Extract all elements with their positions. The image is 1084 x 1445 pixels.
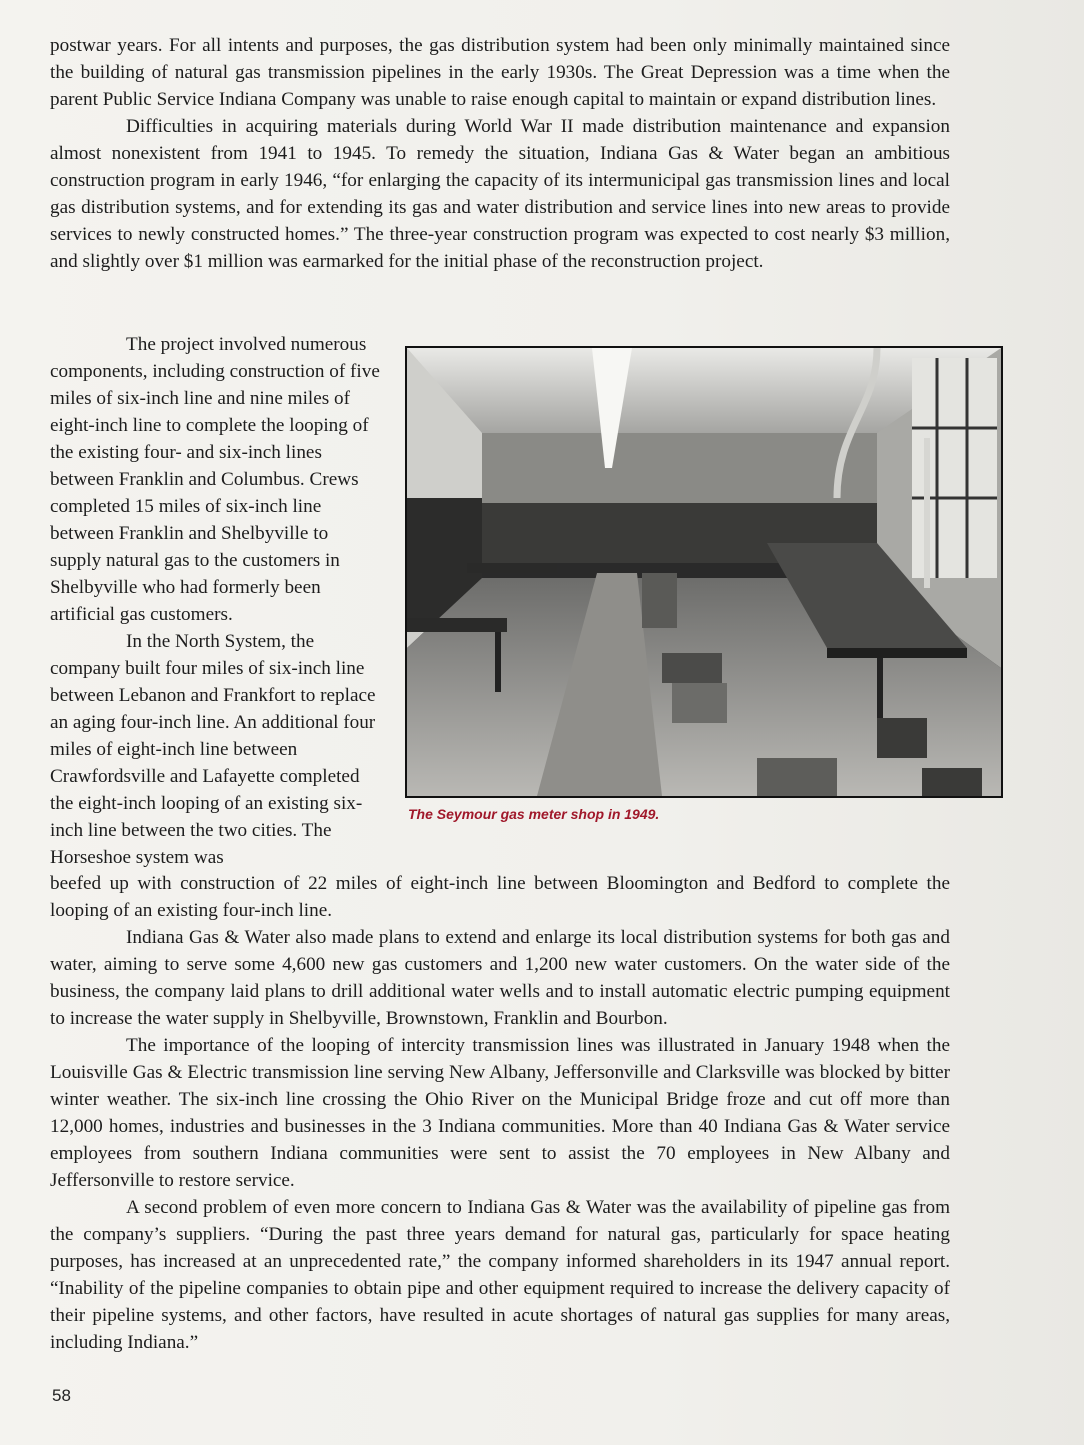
paragraph: A second problem of even more concern to Indiana Gas & Water was the availability of pipeline gas from the company’s suppliers. “During the past three years demand for natural gas, particularly for space heating purposes, has increased at an unprecedented rate,” the company informed shareholders in its 1947 annual report. “Inability of the pipeline companies to obtain pipe and other equipment required to increase the delivery capacity of their pipeline systems, and other factors, have resulted in acute shortages of natural gas supplies for many areas, including Indiana.” bbox=[50, 1197, 950, 1353]
paragraph: Difficulties in acquiring materials during World War II made distribution maintenance and expansion almost nonexistent from 1941 to 1945. To remedy the situation, Indiana Gas & Water began an ambitious construction program in early 1946, “for enlarging the capacity of its intermunicipal gas transmission lines and local gas distribution systems, and for extending its gas and water distribution and service lines into new areas to provide services to newly constructed homes.” The three-year construction program was expected to cost nearly $3 million, and slightly over $1 million was earmarked for the initial phase of the reconstruction project. bbox=[50, 116, 950, 272]
page-number: 58 bbox=[52, 1386, 71, 1405]
bottom-text-block bbox=[50, 870, 950, 1356]
side-text-block bbox=[50, 331, 380, 871]
paragraph: The project involved numerous components, including construction of five miles of six-inch line and nine miles of eight-inch line to complete the looping of the existing four- and six-inch lines between Franklin and Columbus. Crews completed 15 miles of six-inch line between Franklin and Shelbyville to supply natural gas to the customers in Shelbyville who had formerly been artificial gas customers. bbox=[50, 334, 380, 625]
paragraph-continued: postwar years. For all intents and purposes, the gas distribution system had been only minimally maintained since the building of natural gas transmission pipelines in the early 1930s. The Great Depression was a time when the parent Public Service Indiana Company was unable to raise enough capital to maintain or expand distribution lines. bbox=[50, 35, 950, 110]
photo-caption: The Seymour gas meter shop in 1949. bbox=[408, 806, 660, 822]
paragraph: The importance of the looping of intercity transmission lines was illustrated in January 1948 when the Louisville Gas & Electric transmission line serving New Albany, Jeffersonville and Clarksville was blocked by bitter winter weather. The six-inch line crossing the Ohio River on the Municipal Bridge froze and cut off more than 12,000 homes, industries and businesses in the 3 Indiana communities. More than 40 Indiana Gas & Water service employees from southern Indiana communities were sent to assist the 70 employees in New Albany and Jeffersonville to restore service. bbox=[50, 1035, 950, 1191]
meter-shop-photo bbox=[405, 346, 1003, 798]
paragraph-continuation: beefed up with construction of 22 miles of eight-inch line between Bloomington and Bedford to complete the looping of an existing four-inch line. bbox=[50, 873, 950, 921]
paragraph: Indiana Gas & Water also made plans to extend and enlarge its local distribution systems for both gas and water, aiming to serve some 4,600 new gas customers and 1,200 new water customers. On the water side of the business, the company laid plans to drill additional water wells and to install automatic electric pumping equipment to increase the water supply in Shelbyville, Brownstown, Franklin and Bourbon. bbox=[50, 927, 950, 1029]
paragraph: In the North System, the company built four miles of six-inch line between Lebanon and Frankfort to replace an aging four-inch line. An additional four miles of eight-inch line between Crawfordsville and Lafayette completed the eight-inch looping of an existing six-inch line between the two cities. The Horseshoe system was bbox=[50, 631, 376, 868]
top-text-block bbox=[50, 32, 950, 275]
